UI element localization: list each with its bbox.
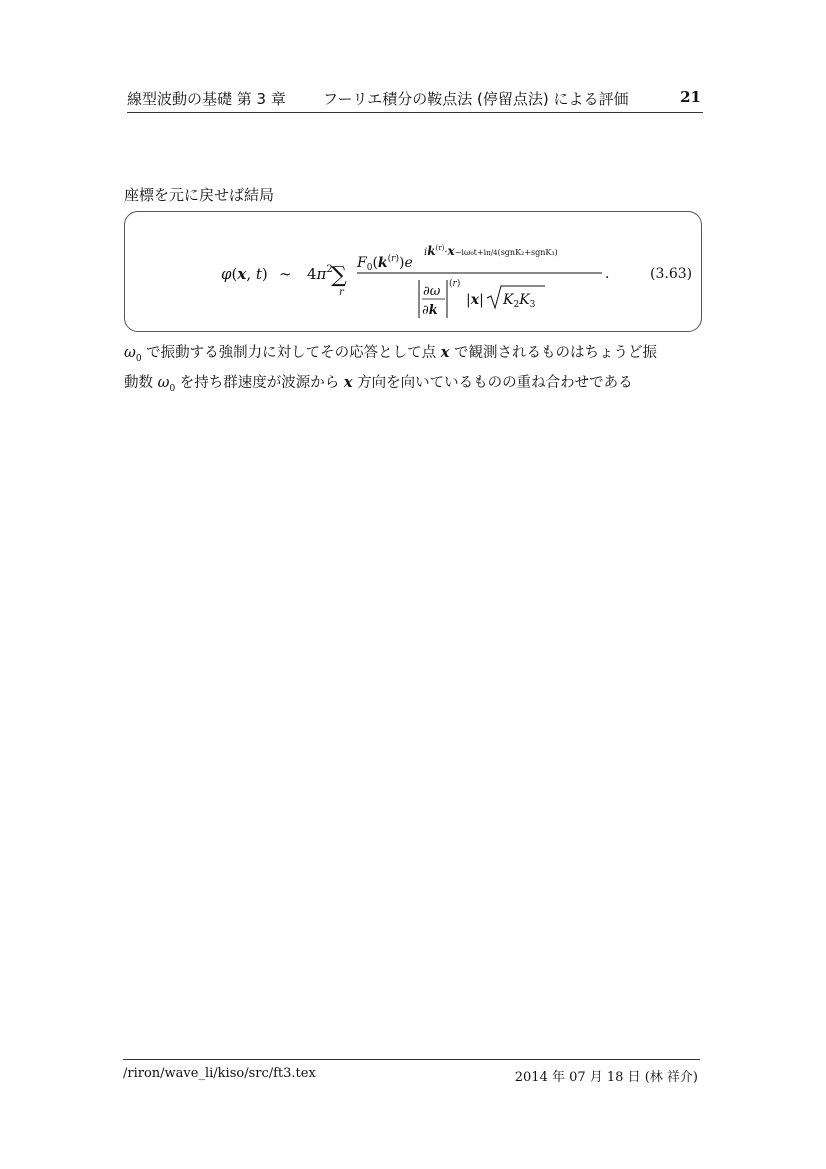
svg-text:∂ω: ∂ω — [423, 284, 441, 299]
sum-index: r — [339, 287, 344, 298]
svg-text:|x|: |x| — [466, 292, 484, 308]
footer-date: 2014 年 07 月 18 日 (林 祥介) — [514, 1070, 698, 1085]
source-path: /riron/wave_li/kiso/src/ft3.tex — [123, 1066, 316, 1081]
svg-text:F0(k(r))e: $F_0(k^(r))e$ — [357, 254, 413, 273]
page-footer — [123, 1059, 700, 1084]
lead-text: 座標を元に戻せば結局 — [124, 186, 275, 204]
equation-coefficient: $4\pi^2$ — [307, 264, 333, 283]
equation-lhs: φ(x, t) — [221, 265, 268, 283]
svg-text:ik(r)·x−iω₀t+iπ/4(sgnK₂+sgnK₃): $ik^{(r)}\cdot x-i\omega_0t+i\pi/4(sgnK_2+sgnK_3)$ — [424, 244, 558, 258]
svg-text:K2K3: $K_2K_3$ — [503, 292, 536, 310]
paragraph-line-1: $\omega_0$ で振動する強制力に対してその応答として点 x で観測されるものはちょうど振 — [124, 344, 658, 364]
equation-numerator — [356, 244, 558, 273]
section-title: フーリエ積分の鞍点法 (停留点法) による評価 — [323, 90, 629, 108]
page-number: 21 — [680, 88, 701, 106]
equation-box — [124, 211, 702, 332]
running-header — [127, 86, 703, 113]
equation-3-63 — [125, 212, 703, 333]
equation-denominator — [419, 278, 545, 318]
svg-text:∂k: ∂k — [422, 303, 438, 318]
equation-relation: ∼ — [279, 265, 292, 283]
chapter-label: 線型波動の基礎 第 3 章 — [127, 90, 286, 108]
svg-text:(r): (r) — [449, 279, 461, 289]
summation-sign: ∑ — [331, 263, 347, 288]
paragraph-line-2: 動数 $\omega_0$ を持ち群速度が波源から x 方向を向いているものの重ね合わせである — [124, 373, 633, 394]
body-paragraph — [124, 341, 704, 401]
equation-number: (3.63) — [650, 266, 693, 282]
equation-period: . — [605, 266, 610, 282]
